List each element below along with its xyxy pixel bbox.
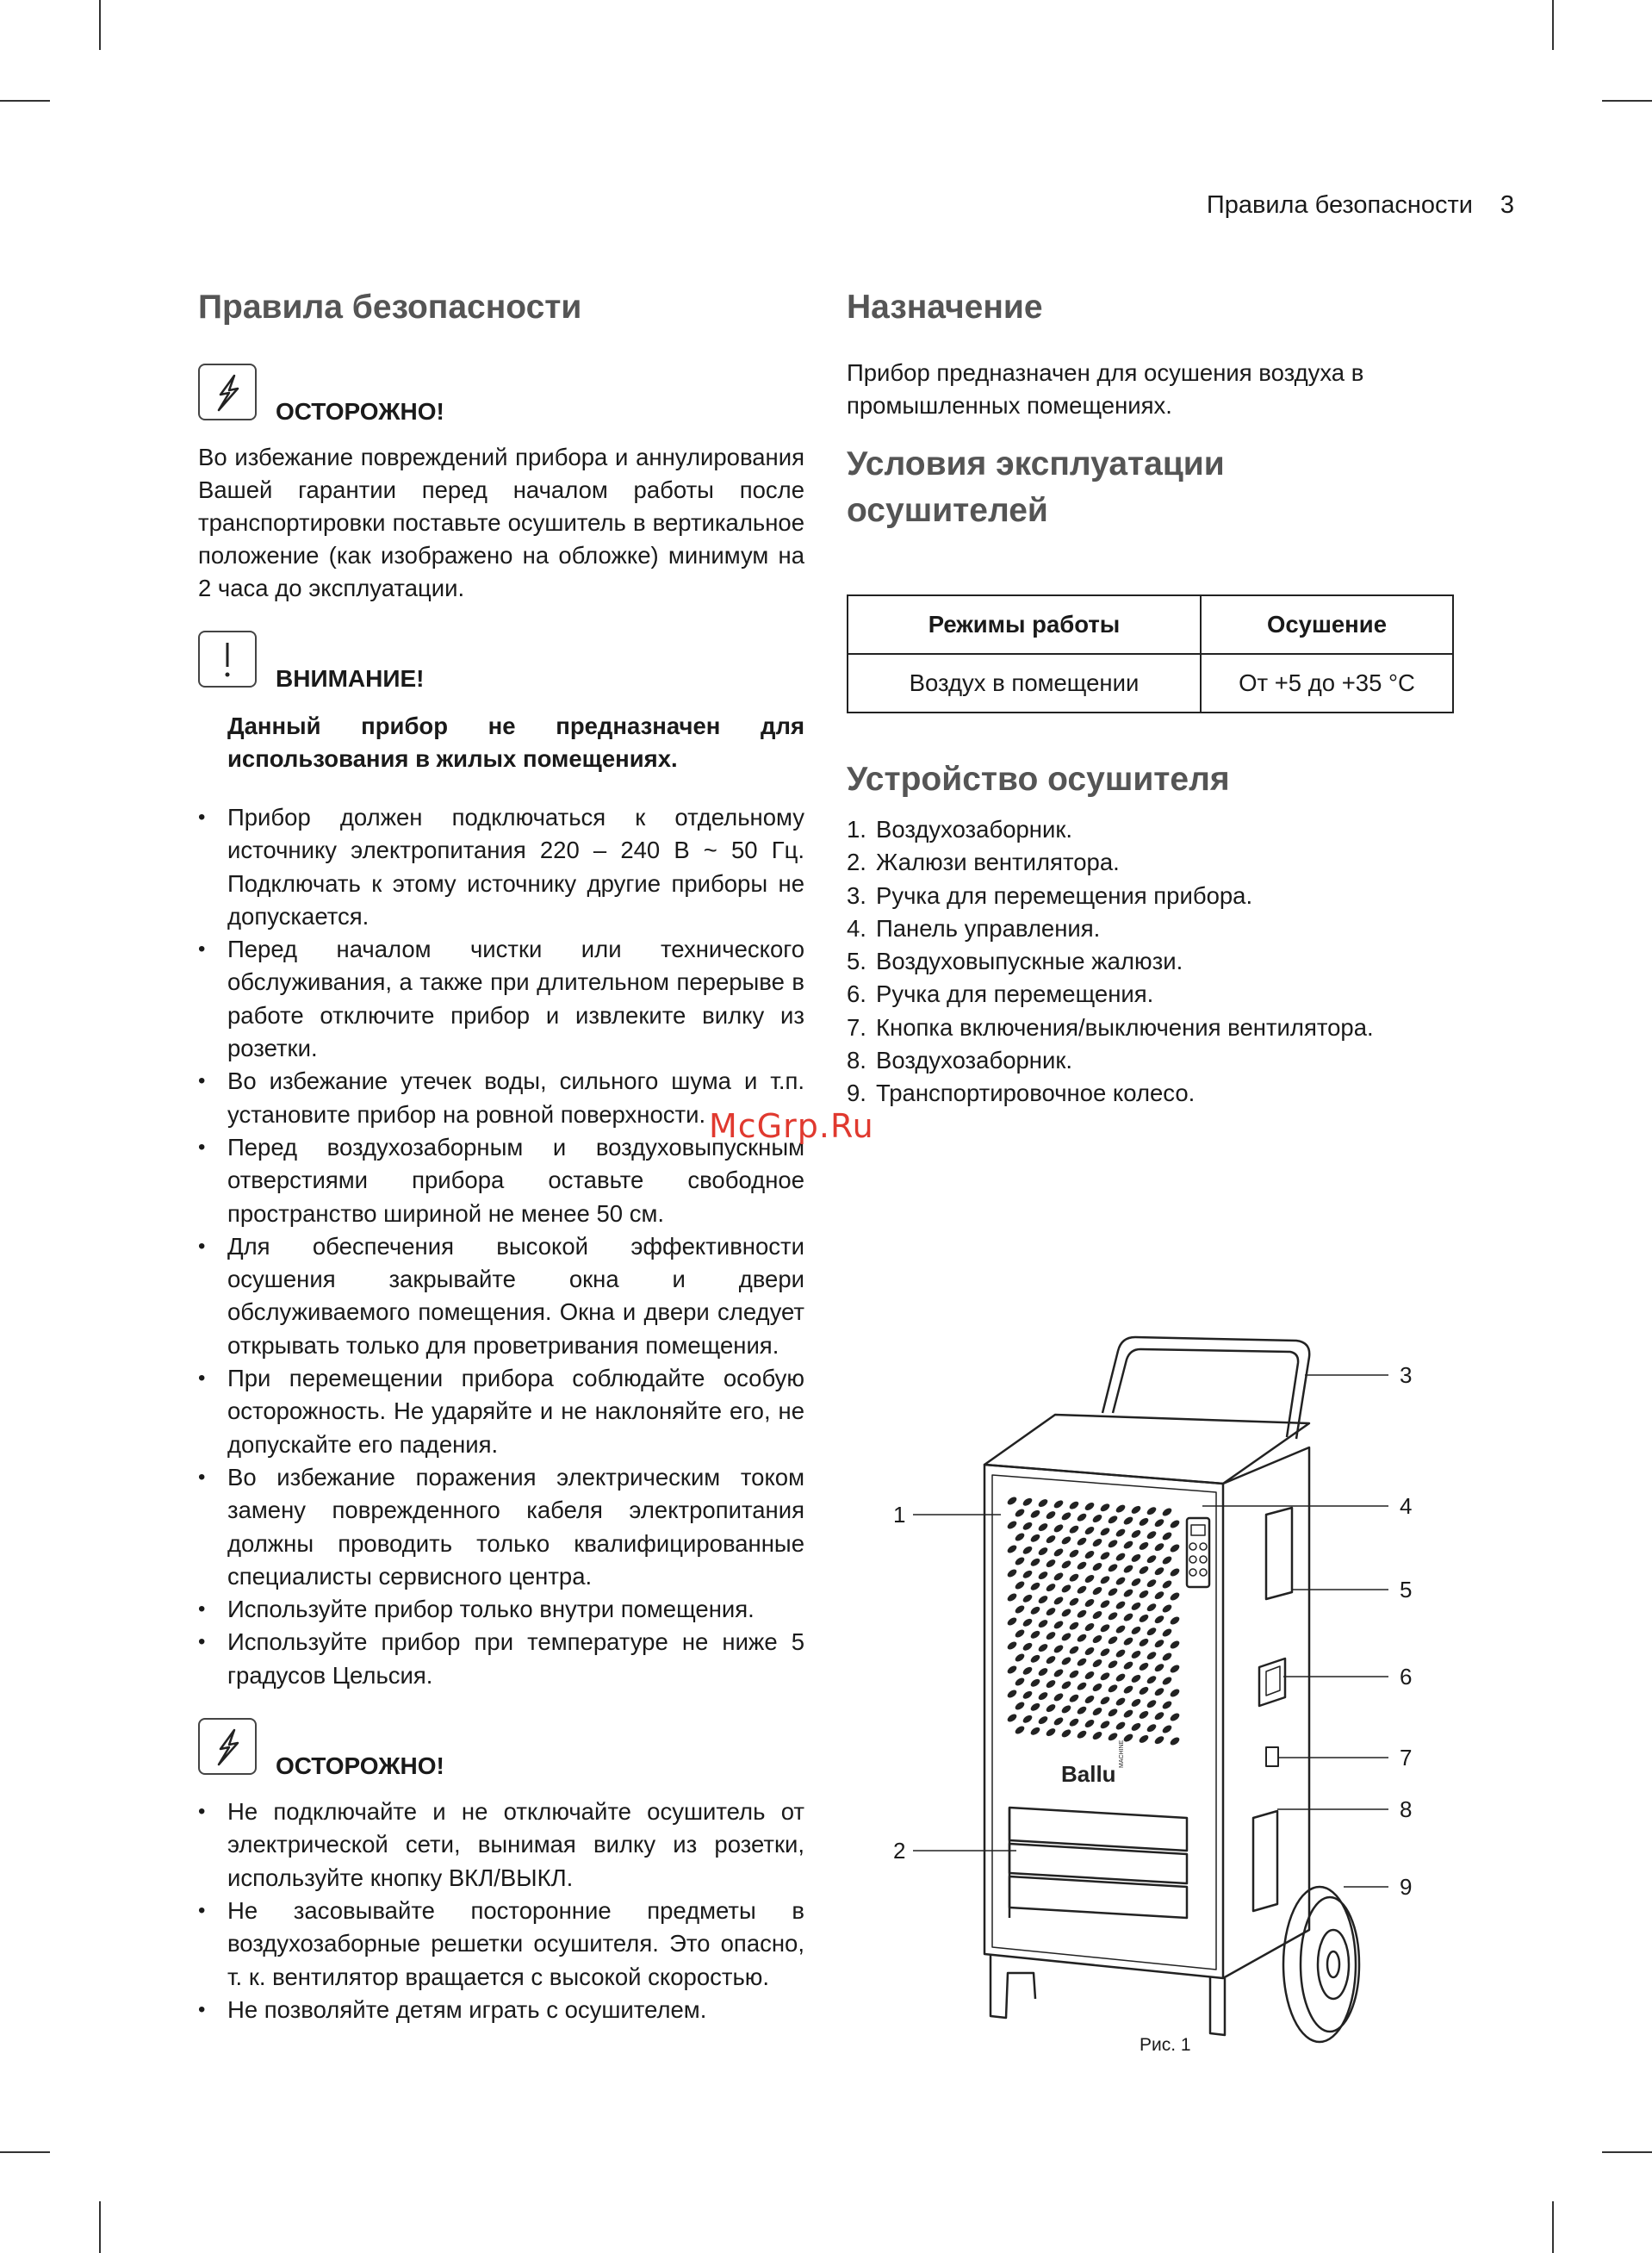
page-number: 3 [1500, 191, 1514, 219]
callout-label: 3 [1400, 1362, 1413, 1388]
table-cell: Воздух в помещении [848, 654, 1201, 713]
left-column [198, 284, 804, 2026]
list-item: 8. Воздухозаборник. [847, 1047, 1073, 1074]
list-item: • При перемещении прибора соблюдайте особую осторожность. Не ударяйте и не наклоняйте его, не допускайте его падения. [198, 1362, 804, 1461]
figure-caption: Рис. 1 [1140, 2035, 1191, 2055]
crop-mark [0, 2151, 50, 2153]
callout-label: 2 [893, 1838, 906, 1864]
warning-note-2 [198, 1718, 804, 1789]
list-item: 5. Воздуховыпускные жалюзи. [847, 948, 1183, 975]
parts-list [847, 813, 1454, 1111]
section-title-safety: Правила безопасности [198, 289, 582, 326]
warning-text: Во избежание повреждений прибора и аннулирования Вашей гарантии перед началом работы после транспортировки поставьте осушитель в вертикальное положение (как изображено на обложке) минимум на 2 часа до эксплуатации. [198, 444, 804, 601]
list-item: 9. Транспортировочное колесо. [847, 1080, 1196, 1107]
list-item: • Используйте прибор при температуре не ниже 5 градусов Цельсия. [198, 1626, 804, 1692]
conditions-table [847, 594, 1454, 713]
list-item: 1. Воздухозаборник. [847, 816, 1073, 843]
callout-label: 5 [1400, 1577, 1413, 1603]
lightning-warning-icon [198, 1718, 257, 1775]
crop-mark [99, 0, 101, 50]
list-item: 6. Ручка для перемещения. [847, 980, 1154, 1008]
table-cell: От +5 до +35 °C [1201, 654, 1453, 713]
warning-label: ОСТОРОЖНО! [276, 1752, 444, 1780]
crop-mark [1602, 100, 1652, 102]
list-item: • Не засовывайте посторонние предметы в воздухозаборные решетки осушителя. Это опасно, т. к. вентилятор вращается с высокой скоростью. [198, 1895, 804, 1994]
callout-label: 1 [893, 1502, 906, 1528]
lightning-warning-icon [198, 364, 257, 420]
dehumidifier-illustration [861, 1318, 1464, 2051]
crop-mark [1602, 2151, 1652, 2153]
safety-list [198, 801, 804, 1692]
brand-logo: Ballu [1061, 1761, 1116, 1787]
list-item: • Для обеспечения высокой эффективности осушения закрывайте окна и двери обслуживаемого помещения. Окна и двери следует открывать только для проветривания помещения. [198, 1230, 804, 1362]
section-title-conditions: Условия эксплуатации осушителей [847, 445, 1225, 529]
attention-label: ВНИМАНИЕ! [276, 665, 425, 692]
callout-label: 4 [1400, 1493, 1413, 1519]
purpose-text: Прибор предназначен для осушения воздуха в промышленных помещениях. [847, 359, 1364, 419]
table-row [848, 654, 1453, 713]
list-item: • Не позволяйте детям играть с осушителем. [198, 1994, 804, 2026]
callout-label: 7 [1400, 1745, 1413, 1771]
attention-note [198, 631, 804, 701]
table-header: Осушение [1201, 595, 1453, 654]
crop-mark [1552, 0, 1554, 50]
exclamation-icon [198, 631, 257, 688]
warning-note [198, 364, 804, 434]
running-head: Правила безопасности [1206, 191, 1473, 219]
section-title-device: Устройство осушителя [847, 761, 1230, 798]
list-item: • Во избежание поражения электрическим током замену поврежденного кабеля электропитания должны проводить только квалифицированные специалисты сервисного центра. [198, 1461, 804, 1593]
list-item: • Прибор должен подключаться к отдельному источнику электропитания 220 – 240 В ~ 50 Гц. Подключать к этому источнику другие приборы не допускается. [198, 801, 804, 933]
callout-label: 9 [1400, 1874, 1413, 1900]
list-item: • Перед воздухозаборным и воздуховыпускным отверстиями прибора оставьте свободное пространство шириной не менее 50 см. [198, 1131, 804, 1230]
callout-label: 8 [1400, 1796, 1413, 1822]
brand-logo-sub: MACHINE [1119, 1740, 1125, 1768]
list-item: 7. Кнопка включения/выключения вентилятора. [847, 1013, 1374, 1041]
crop-mark [99, 2201, 101, 2253]
warning-list [198, 1796, 804, 2026]
list-item: • Во избежание утечек воды, сильного шума и т.п. установите прибор на ровной поверхности. [198, 1065, 804, 1131]
callout-label: 6 [1400, 1664, 1413, 1690]
list-item: 4. Панель управления. [847, 914, 1101, 942]
list-item: • Используйте прибор только внутри помещения. [198, 1593, 804, 1626]
crop-mark [0, 100, 50, 102]
section-title-purpose: Назначение [847, 289, 1043, 326]
list-item: 3. Ручка для перемещения прибора. [847, 881, 1253, 909]
list-item: • Не подключайте и не отключайте осушитель от электрической сети, вынимая вилку из розетки, используйте кнопку ВКЛ/ВЫКЛ. [198, 1796, 804, 1895]
table-header-row [848, 595, 1453, 654]
watermark: McGrp.Ru [709, 1107, 874, 1145]
attention-text: Данный прибор не предназначен для использования в жилых помещениях. [227, 713, 804, 772]
list-item: 2. Жалюзи вентилятора. [847, 849, 1120, 876]
crop-mark [1552, 2201, 1554, 2253]
warning-label: ОСТОРОЖНО! [276, 398, 444, 425]
table-header: Режимы работы [848, 595, 1201, 654]
list-item: • Перед началом чистки или технического обслуживания, а также при длительном перерыве в работе отключите прибор и извлеките вилку из розетки. [198, 933, 804, 1065]
right-column [847, 284, 1454, 1111]
